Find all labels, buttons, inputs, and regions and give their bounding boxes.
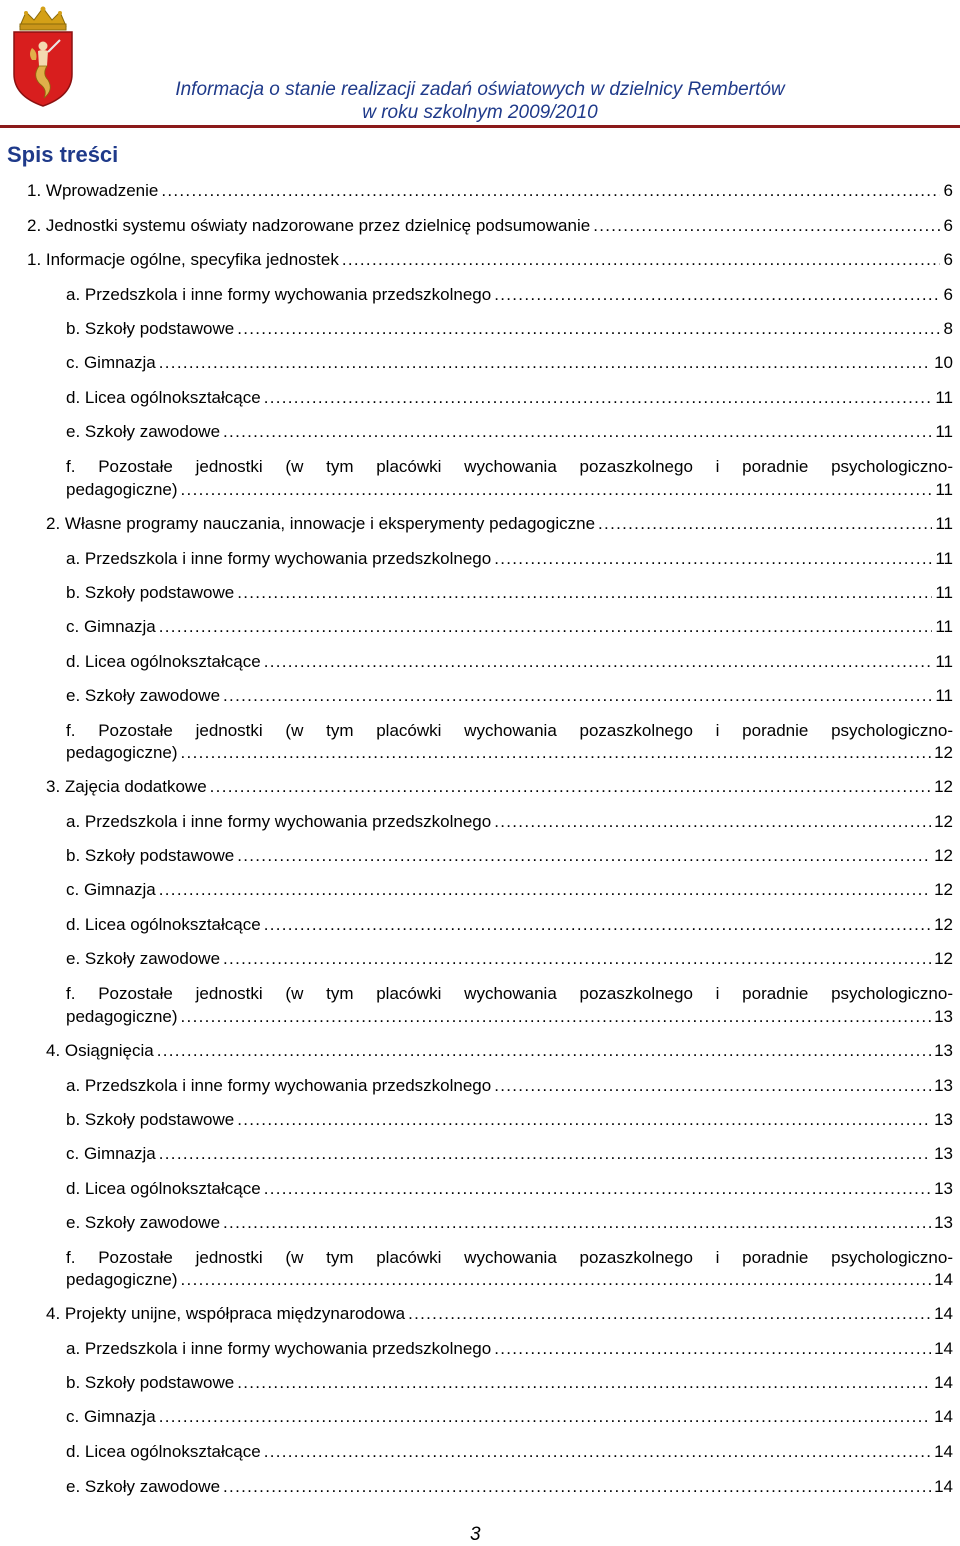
toc-entry-page: 13	[934, 1007, 953, 1026]
toc-dot-leader	[181, 1269, 932, 1291]
toc-dot-leader	[264, 387, 933, 409]
toc-entry-page: 13	[934, 1179, 953, 1198]
toc-entry-page: 14	[934, 1339, 953, 1358]
toc-dot-leader	[159, 1406, 931, 1428]
toc-entry-label: b. Szkoły podstawowe	[66, 1373, 235, 1392]
toc-entry-page: 6	[943, 216, 953, 235]
document-header-title: Informacja o stanie realizacji zadań oświatowych w dzielnicy Rembertów	[175, 79, 785, 100]
toc-entry-page: 12	[934, 777, 953, 796]
toc-entry-label: pedagogiczne)	[66, 1007, 178, 1026]
toc-entry-label: a. Przedszkola i inne formy wychowania przedszkolnego	[66, 549, 492, 568]
toc-dot-leader	[181, 742, 932, 764]
toc-dot-leader	[237, 1372, 931, 1394]
toc-dot-leader	[159, 352, 931, 374]
toc-dot-leader	[408, 1303, 931, 1325]
toc-dot-leader	[159, 879, 931, 901]
toc-entry-label: c. Gimnazja	[66, 1407, 156, 1426]
toc-entry-page: 6	[943, 250, 953, 269]
toc-entry-label: 3. Zajęcia dodatkowe	[46, 777, 207, 796]
toc-entry-label: d. Licea ogólnokształcące	[66, 915, 261, 934]
toc-entry-label: c. Gimnazja	[66, 353, 156, 372]
toc-entry-label: pedagogiczne)	[66, 480, 178, 499]
toc-entry-page: 13	[934, 1110, 953, 1129]
toc-entry-page: 12	[934, 880, 953, 899]
document-header-subtitle: w roku szkolnym 2009/2010	[362, 102, 598, 123]
toc-entry-page: 11	[935, 480, 953, 499]
page-number: 3	[470, 1524, 481, 1545]
toc-dot-leader	[264, 1441, 931, 1463]
toc-dot-leader	[342, 249, 940, 271]
toc-dot-leader	[598, 513, 932, 535]
toc-entry-page: 14	[934, 1304, 953, 1323]
toc-entry-page: 13	[934, 1076, 953, 1095]
toc-entry-label: d. Licea ogólnokształcące	[66, 652, 261, 671]
toc-entry-page: 14	[934, 1477, 953, 1496]
toc-dot-leader	[223, 685, 932, 707]
toc-entry-page: 11	[935, 388, 953, 407]
toc-dot-leader	[593, 215, 940, 237]
toc-dot-leader	[161, 180, 940, 202]
toc-dot-leader	[223, 1212, 931, 1234]
toc-dot-leader	[237, 1109, 931, 1131]
toc-entry-label: e. Szkoły zawodowe	[66, 686, 221, 705]
toc-dot-leader	[494, 811, 931, 833]
toc-dot-leader	[223, 948, 931, 970]
toc-entry-label-line1: f. Pozostałe jednostki (w tym placówki wychowania pozaszkolnego i poradnie psychologiczno-	[66, 721, 953, 740]
toc-entry-label: e. Szkoły zawodowe	[66, 1477, 221, 1496]
toc-entry-label: d. Licea ogólnokształcące	[66, 388, 261, 407]
toc-entry-page: 12	[934, 915, 953, 934]
toc-dot-leader	[494, 548, 932, 570]
toc-entry-page: 13	[934, 1144, 953, 1163]
toc-entry-label: 4. Osiągnięcia	[46, 1041, 154, 1060]
header-divider	[0, 125, 960, 128]
toc-entry-page: 11	[935, 686, 953, 705]
toc-dot-leader	[264, 914, 931, 936]
toc-dot-leader	[157, 1040, 931, 1062]
toc-entry-label: c. Gimnazja	[66, 880, 156, 899]
toc-dot-leader	[264, 1178, 931, 1200]
toc-entry-page: 11	[935, 514, 953, 533]
toc-entry-label: e. Szkoły zawodowe	[66, 949, 221, 968]
toc-entry-label: b. Szkoły podstawowe	[66, 583, 235, 602]
toc-dot-leader	[494, 284, 940, 306]
toc-entry-page: 12	[934, 949, 953, 968]
toc-entry-page: 11	[935, 652, 953, 671]
toc-entry-label: c. Gimnazja	[66, 617, 156, 636]
toc-dot-leader	[181, 479, 933, 501]
toc-entry-label: b. Szkoły podstawowe	[66, 1110, 235, 1129]
toc-entry-page: 14	[934, 1270, 953, 1289]
toc-entry-label: a. Przedszkola i inne formy wychowania przedszkolnego	[66, 1076, 492, 1095]
toc-entry-label: e. Szkoły zawodowe	[66, 422, 221, 441]
toc-entry-page: 14	[934, 1373, 953, 1392]
toc-entry-page: 14	[934, 1407, 953, 1426]
toc-entry-label: b. Szkoły podstawowe	[66, 846, 235, 865]
toc-dot-leader	[237, 582, 932, 604]
toc-entry-label: c. Gimnazja	[66, 1144, 156, 1163]
toc-dot-leader	[237, 318, 940, 340]
toc-entry-page: 11	[935, 583, 953, 602]
toc-entry-page: 13	[934, 1041, 953, 1060]
toc-entry-label: 2. Własne programy nauczania, innowacje i eksperymenty pedagogiczne	[46, 514, 596, 533]
toc-entry-label-line1: f. Pozostałe jednostki (w tym placówki wychowania pozaszkolnego i poradnie psychologiczno-	[66, 457, 953, 476]
toc-dot-leader	[223, 421, 932, 443]
toc-entry-label: pedagogiczne)	[66, 743, 178, 762]
toc-heading: Spis treści	[7, 142, 119, 167]
toc-entry-page: 12	[934, 846, 953, 865]
toc-entry-page: 12	[934, 812, 953, 831]
toc-entry-label: a. Przedszkola i inne formy wychowania przedszkolnego	[66, 812, 492, 831]
toc-entry-label: 2. Jednostki systemu oświaty nadzorowane przez dzielnicę podsumowanie	[27, 216, 591, 235]
toc-entry-page: 8	[943, 319, 953, 338]
toc-dot-leader	[264, 651, 933, 673]
toc-entry-page: 6	[943, 285, 953, 304]
warsaw-coat-of-arms-logo	[10, 4, 76, 108]
toc-entry-label: 1. Wprowadzenie	[27, 181, 159, 200]
toc-dot-leader	[237, 845, 931, 867]
toc-dot-leader	[159, 1143, 931, 1165]
toc-entry-label: b. Szkoły podstawowe	[66, 319, 235, 338]
toc-entry-label-line1: f. Pozostałe jednostki (w tym placówki wychowania pozaszkolnego i poradnie psychologiczno-	[66, 984, 953, 1003]
toc-dot-leader	[494, 1338, 931, 1360]
toc-entry-page: 11	[935, 549, 953, 568]
toc-entry-label: d. Licea ogólnokształcące	[66, 1179, 261, 1198]
toc-entry-label: 1. Informacje ogólne, specyfika jednostek	[27, 250, 339, 269]
toc-entry-label: 4. Projekty unijne, współpraca międzynarodowa	[46, 1304, 406, 1323]
toc-entry-label: a. Przedszkola i inne formy wychowania przedszkolnego	[66, 285, 492, 304]
toc-dot-leader	[181, 1006, 932, 1028]
toc-entry-page: 11	[935, 422, 953, 441]
toc-entry-label-line1: f. Pozostałe jednostki (w tym placówki wychowania pozaszkolnego i poradnie psychologiczno-	[66, 1248, 953, 1267]
toc-entry-label: e. Szkoły zawodowe	[66, 1213, 221, 1232]
toc-entry-label: d. Licea ogólnokształcące	[66, 1442, 261, 1461]
toc-entry-page: 10	[934, 353, 953, 372]
toc-entry-page: 12	[934, 743, 953, 762]
toc-dot-leader	[223, 1476, 931, 1498]
toc-entry-page: 11	[935, 617, 953, 636]
toc-dot-leader	[210, 776, 931, 798]
toc-entry-page: 13	[934, 1213, 953, 1232]
toc-entry-label: a. Przedszkola i inne formy wychowania przedszkolnego	[66, 1339, 492, 1358]
toc-dot-leader	[159, 616, 933, 638]
toc-dot-leader	[494, 1075, 931, 1097]
toc-entry-label: pedagogiczne)	[66, 1270, 178, 1289]
toc-entry-page: 6	[943, 181, 953, 200]
toc-entry-page: 14	[934, 1442, 953, 1461]
